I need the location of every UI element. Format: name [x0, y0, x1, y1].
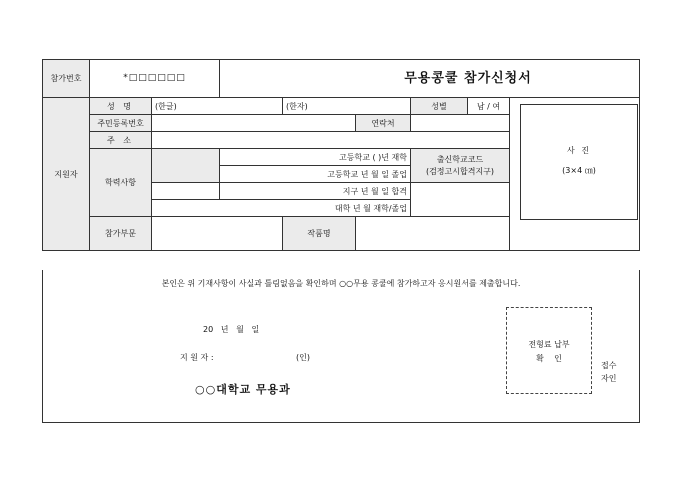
applicant-sign-label: 지 원 자 :	[180, 353, 214, 362]
address-label: 주 소	[90, 132, 152, 149]
photo-size: (3×4 ㎝)	[562, 166, 596, 175]
name-row	[43, 98, 640, 115]
application-table	[42, 59, 640, 251]
photo-cell	[510, 98, 640, 251]
rrn-label: 주민등록번호	[90, 115, 152, 132]
fee-label-line2: 확 인	[536, 354, 562, 363]
education-spacer	[152, 166, 220, 183]
organization-name: ○○대학교 무용과	[195, 383, 291, 396]
work-title-field[interactable]	[356, 217, 510, 251]
phone-label: 연락처	[356, 115, 411, 132]
phone-field[interactable]	[411, 115, 510, 132]
registration-number-value: *□□□□□□	[90, 60, 220, 98]
gender-field[interactable]: 남 / 여	[468, 98, 510, 115]
education-entry-1[interactable]: 고등학교 ( )년 재학	[220, 149, 411, 166]
fee-confirmation-box[interactable]	[506, 307, 592, 394]
name-korean-field[interactable]: (한글)	[152, 98, 283, 115]
seal-mark: (인)	[296, 353, 310, 362]
fee-label-line1: 전형료 납부	[528, 340, 570, 349]
education-spacer	[152, 149, 220, 166]
school-code-field[interactable]	[411, 183, 510, 217]
gender-label: 성별	[411, 98, 468, 115]
receipt-label-line1: 접수	[601, 361, 617, 370]
header-row	[43, 60, 640, 98]
education-label: 학력사항	[90, 149, 152, 217]
date-line[interactable]: 20 년 월 일	[203, 325, 260, 334]
name-label: 성 명	[90, 98, 152, 115]
education-entry-2[interactable]: 고등학교 년 월 일 졸업	[220, 166, 411, 183]
education-entry-4[interactable]: 대학 년 월 재학/졸업	[152, 200, 411, 217]
address-field[interactable]	[152, 132, 510, 149]
applicant-section-label: 지원자	[43, 98, 90, 251]
education-spacer	[152, 183, 220, 200]
photo-box[interactable]	[520, 104, 638, 220]
receipt-label-line2: 자인	[601, 374, 617, 383]
school-code-label	[411, 149, 510, 183]
rrn-field[interactable]	[152, 115, 356, 132]
name-hanja-field[interactable]: (한자)	[283, 98, 411, 115]
school-code-label-line2: (검정고시합격지구)	[425, 166, 495, 176]
school-code-label-line1: 출신학교코드	[436, 154, 484, 164]
category-field[interactable]	[152, 217, 283, 251]
work-title-label: 작품명	[283, 217, 356, 251]
applicant-signature-field[interactable]	[238, 350, 288, 362]
photo-label: 사 진	[567, 146, 591, 155]
pledge-section	[42, 270, 640, 423]
pledge-statement: 본인은 위 기재사항이 사실과 틀림없음을 확인하며 ○○무용 콩쿨에 참가하고자 응시원서를 제출합니다.	[161, 279, 521, 288]
education-entry-3[interactable]: 지구 년 월 일 합격	[220, 183, 411, 200]
registration-number-label: 참가번호	[43, 60, 90, 98]
form-title: 무용콩쿨 참가신청서	[220, 60, 640, 98]
category-label: 참가부문	[90, 217, 152, 251]
